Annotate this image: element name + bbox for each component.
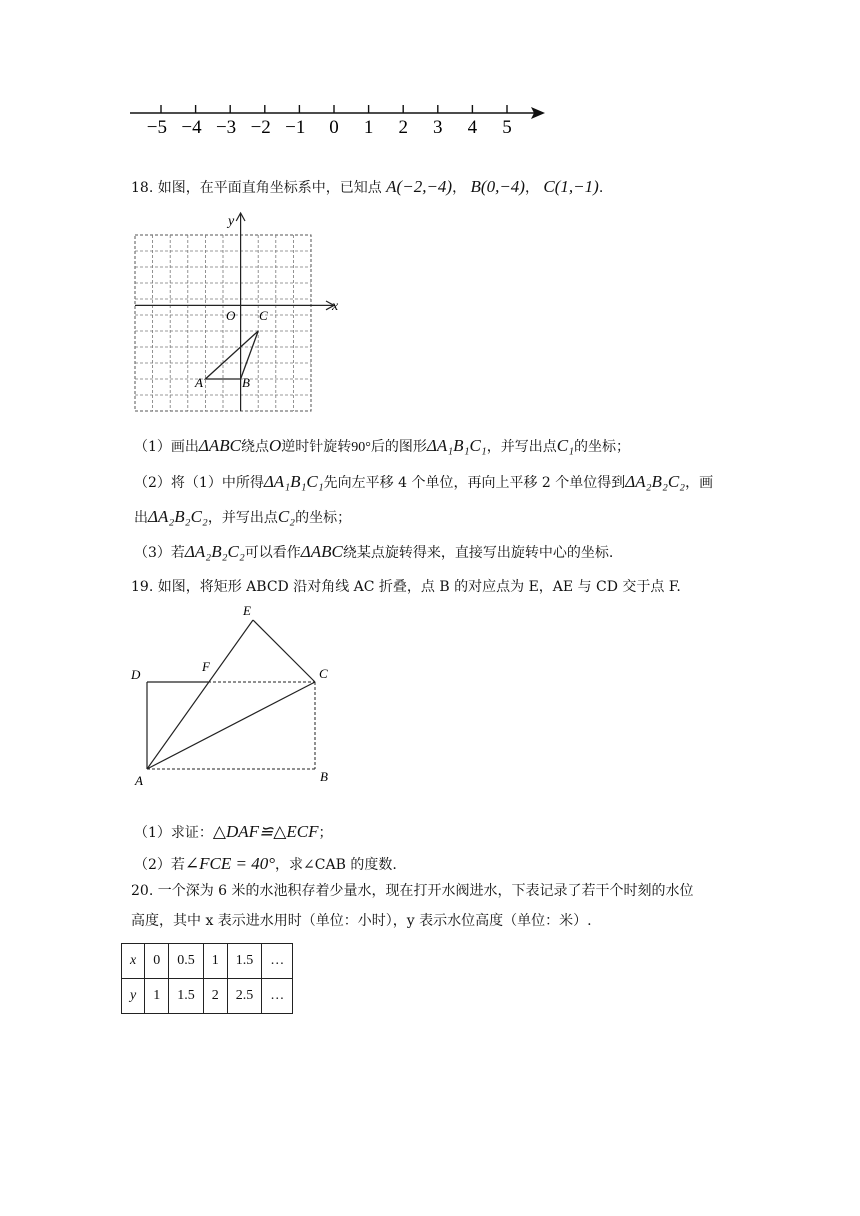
x-axis-label: x xyxy=(332,299,339,314)
table-row xyxy=(122,979,293,1014)
table-header-cell: x xyxy=(122,944,145,979)
number-line-tick-label: −2 xyxy=(250,117,271,138)
q19-sub2-text-1: （2）若 xyxy=(134,857,185,873)
number-line-tick-label: −1 xyxy=(285,117,306,138)
q19-sub2-text-2: ，求∠CAB 的度数. xyxy=(275,857,397,873)
table-cell: … xyxy=(262,944,293,979)
q19-sub2-math-1: ∠FCE = 40° xyxy=(184,854,276,873)
table-header-cell: y xyxy=(122,979,145,1014)
q20-data-table xyxy=(121,943,293,1014)
q18-sub2-math-1: ΔA₁B₁C₁ xyxy=(263,472,324,491)
point-b-label: B xyxy=(242,375,250,390)
table-cell: 1 xyxy=(203,944,227,979)
label-e: E xyxy=(243,603,251,618)
y-axis-label: y xyxy=(228,214,235,229)
q18-sub1-math-2: O xyxy=(269,436,282,455)
q18-sub3-text-2: 可以看作 xyxy=(244,545,301,561)
q18-sub3 xyxy=(134,542,613,563)
q18-sub2b xyxy=(134,507,351,528)
q18-sub2b-text-3: 的坐标； xyxy=(295,510,352,526)
number-line-tick-label: −3 xyxy=(215,117,237,138)
number-line xyxy=(125,98,550,140)
q18-sub1-text-1: （1）画出 xyxy=(134,439,199,455)
q18-sub2b-text-1: 出 xyxy=(134,510,148,526)
q18-sub2-math-2: ΔA₂B₂C₂ xyxy=(625,472,686,491)
number-line-tick-label: 1 xyxy=(363,117,374,138)
q18-sub1-text-5: ，并写出点 xyxy=(486,439,557,455)
q19-sub1-math-1: △DAF≌△ECF xyxy=(212,822,319,841)
q19-sub1-text-1: （1）求证： xyxy=(134,825,213,841)
label-c: C xyxy=(319,666,328,681)
number-line-tick-label: 2 xyxy=(398,117,408,138)
q18-point-c: C(1,−1) xyxy=(543,177,599,196)
number-line-tick-label: 5 xyxy=(502,117,512,138)
q18-sub2-text-3: ，画 xyxy=(685,475,714,491)
q18-sub3-text-3: 绕某点旋转得来，直接写出旋转中心的坐标. xyxy=(342,545,614,561)
table-cell: 0 xyxy=(145,944,169,979)
segment-ae xyxy=(147,620,253,769)
q18-sub1-text-3: 逆时针旋转 xyxy=(281,439,352,455)
label-a: A xyxy=(135,773,143,788)
q19-sub1 xyxy=(134,822,332,843)
table-cell: 2 xyxy=(203,979,227,1014)
q18-sub1-math-4: ΔA₁B₁C₁ xyxy=(426,436,487,455)
label-d: D xyxy=(131,667,141,682)
q18-sub3-math-2: ΔABC xyxy=(300,542,343,561)
q18-sub1-math-1: ΔABC xyxy=(198,436,242,455)
q18-sep-1: ， xyxy=(452,180,467,196)
q18-sub2b-math-1: ΔA₂B₂C₂ xyxy=(148,507,208,526)
q18-sub1-math-5: C₁ xyxy=(556,436,574,455)
number-line-tick-label: 3 xyxy=(433,117,443,138)
table-cell: … xyxy=(262,979,293,1014)
q18-sub2b-text-2: ，并写出点 xyxy=(207,510,278,526)
q18-sub2b-math-2: C₂ xyxy=(277,507,296,526)
q18-sub3-math-1: ΔA₂B₂C₂ xyxy=(184,542,245,561)
point-a-label: A xyxy=(195,375,203,390)
q19-sub2 xyxy=(134,854,397,875)
q18-sub1-text-2: 绕点 xyxy=(241,439,270,455)
origin-label: O xyxy=(226,308,236,323)
table-row xyxy=(122,944,293,979)
number-line-tick-label: −4 xyxy=(181,117,202,138)
table-cell: 1 xyxy=(145,979,169,1014)
q18-sub1-text-6: 的坐标； xyxy=(573,439,630,455)
q18-stem xyxy=(131,177,603,198)
table-cell: 1.5 xyxy=(169,979,204,1014)
q18-stem-text: 18. 如图，在平面直角坐标系中，已知点 xyxy=(131,180,382,196)
q18-sep-2: ， xyxy=(524,180,539,196)
table-cell: 2.5 xyxy=(227,979,262,1014)
point-c-label: C xyxy=(259,308,268,323)
number-line-tick-label: −5 xyxy=(146,117,167,138)
q18-point-a: A(−2,−4) xyxy=(386,177,453,196)
q18-sub3-text-1: （3）若 xyxy=(134,545,185,561)
number-line-tick-label: 4 xyxy=(467,117,478,138)
table-cell: 1.5 xyxy=(227,944,262,979)
segment-ec xyxy=(253,620,315,682)
label-f: F xyxy=(202,659,210,674)
q19-rectangle-fold-diagram xyxy=(125,600,340,790)
number-line-tick-label: 0 xyxy=(329,117,339,138)
triangle-abc xyxy=(205,331,258,379)
q18-sub1 xyxy=(134,436,630,458)
q19-stem: 19. 如图，将矩形 ABCD 沿对角线 AC 折叠，点 B 的对应点为 E，AE 与 CD 交于点 F. xyxy=(131,579,681,595)
q20-stem-line2: 高度，其中 x 表示进水用时（单位：小时），y 表示水位高度（单位：米）. xyxy=(131,913,592,929)
q18-sub1-text-4: 后的图形 xyxy=(370,439,427,455)
q19-sub1-text-2: ； xyxy=(318,825,333,841)
q18-coordinate-graph xyxy=(128,210,343,418)
q20-stem-line1: 20. 一个深为 6 米的水池积存着少量水，现在打开水阀进水，下表记录了若干个时刻的水位 xyxy=(131,883,694,899)
q18-sub2-text-1: （2）将（1）中所得 xyxy=(134,475,264,491)
q18-sub2-text-2: 先向左平移 4 个单位，再向上平移 2 个单位得到 xyxy=(323,475,626,491)
label-b: B xyxy=(320,769,328,784)
segment-ac xyxy=(147,682,315,769)
q18-stem-end: . xyxy=(598,180,604,196)
q18-point-b: B(0,−4) xyxy=(470,177,525,196)
q18-sub1-math-3: 90° xyxy=(351,440,371,455)
q18-sub2 xyxy=(134,472,713,493)
table-cell: 0.5 xyxy=(169,944,204,979)
